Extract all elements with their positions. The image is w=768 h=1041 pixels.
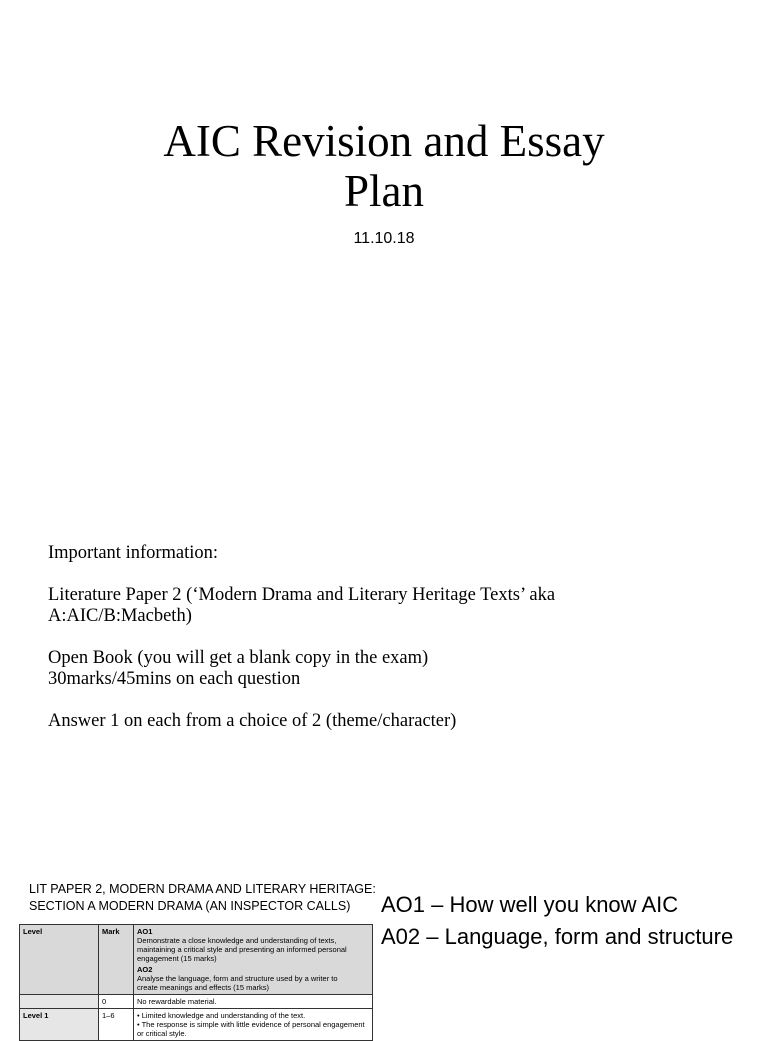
row0-level (20, 995, 99, 1009)
ao1-label: AO1 – How well you know AIC (381, 892, 679, 917)
heading-line-2: SECTION A MODERN DRAMA (AN INSPECTOR CALLS) (29, 899, 351, 913)
row1-bullet-2: • The response is simple with little evidence of personal engagement or critical style. (137, 1020, 369, 1038)
table-row (20, 1009, 373, 1041)
row0-mark: 0 (99, 995, 134, 1009)
mark-scheme-slide (0, 845, 768, 1038)
assessment-objectives (381, 889, 733, 953)
mark-scheme-heading (29, 881, 376, 915)
title-line-2: Plan (343, 166, 424, 216)
info-timing: 30marks/45mins on each question (48, 669, 301, 689)
title-line-1: AIC Revision and Essay (163, 116, 605, 166)
header-level: Level (20, 925, 99, 995)
ao2-label: A02 – Language, form and structure (381, 924, 734, 949)
table-header-row (20, 925, 373, 995)
heading-line-1: LIT PAPER 2, MODERN DRAMA AND LITERARY HERITAGE: (29, 882, 376, 896)
mark-scheme-table (19, 924, 373, 1041)
ao1-code: AO1 (137, 927, 153, 936)
info-slide (0, 512, 768, 845)
row1-descriptor (134, 1009, 373, 1041)
ao2-code: AO2 (137, 965, 153, 974)
table-row (20, 995, 373, 1009)
info-text (48, 543, 555, 732)
ao1-text: Demonstrate a close knowledge and understanding of texts, maintaining a critical style and presenting an informed personal engagement (15 marks) (137, 936, 347, 963)
header-mark: Mark (99, 925, 134, 995)
row1-bullet-1: • Limited knowledge and understanding of the text. (137, 1011, 369, 1020)
row0-descriptor: No rewardable material. (134, 995, 373, 1009)
header-ao (134, 925, 373, 995)
info-paper-texts: A:AIC/B:Macbeth) (48, 606, 192, 626)
info-paper: Literature Paper 2 (‘Modern Drama and Literary Heritage Texts’ aka (48, 585, 556, 605)
title-slide (0, 0, 768, 512)
info-open-book: Open Book (you will get a blank copy in the exam) (48, 648, 429, 668)
row1-mark: 1–6 (99, 1009, 134, 1041)
slide-date: 11.10.18 (353, 230, 415, 247)
ao2-text: Analyse the language, form and structure used by a writer to create meanings and effects (15 marks) (137, 974, 338, 992)
slide-title (0, 116, 768, 216)
info-choice: Answer 1 on each from a choice of 2 (theme/character) (48, 711, 457, 731)
row1-level: Level 1 (20, 1009, 99, 1041)
info-heading: Important information: (48, 543, 219, 563)
